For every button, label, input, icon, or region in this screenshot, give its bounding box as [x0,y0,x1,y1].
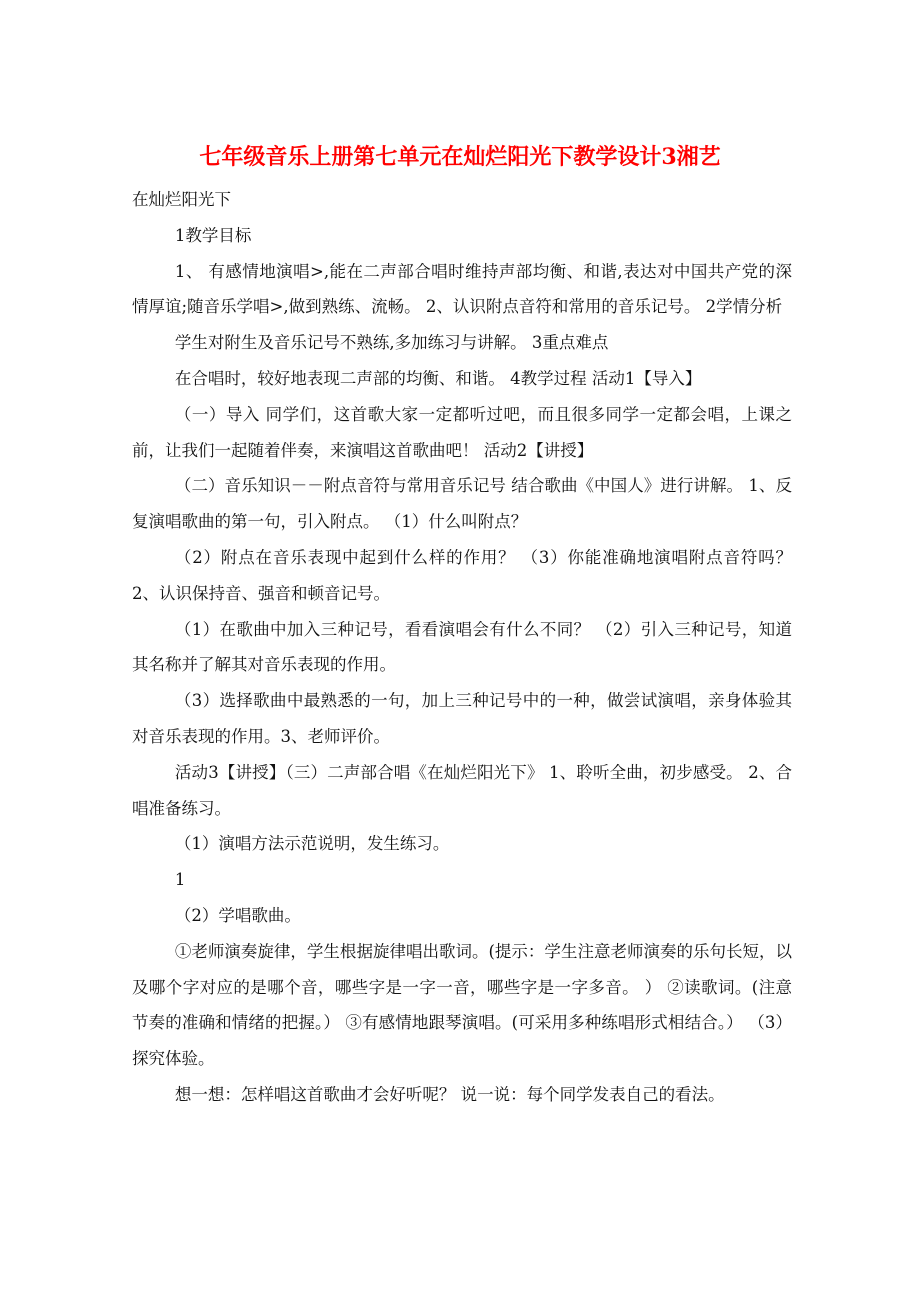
paragraph-learn-song: （2）学唱歌曲。 [174,905,301,925]
page-number: 1 [174,870,186,890]
document-subtitle: 在灿烂阳光下 [132,190,231,209]
paragraph-discussion: 想一想：怎样唱这首歌曲才会好听呢？ 说一说：每个同学发表自己的看法。 [174,1084,725,1104]
paragraph-teaching-goals: 1、 有感情地演唱>,能在二声部合唱时维持声部均衡、和谐,表达对中国共产党的深情厚谊;随音乐学唱>,做到熟练、流畅。 2、认识附点音符和常用的音乐记号。 2学情分析 [132,261,792,317]
paragraph-dotted-note-effect: （2）附点在音乐表现中起到什么样的作用？ （3）你能准确地演唱附点音符吗？ 2、认识保持音、强音和顿音记号。 [132,547,792,603]
paragraph-student-analysis: 学生对附生及音乐记号不熟练,多加练习与讲解。 3重点难点 [174,333,609,353]
document-title: 七年级音乐上册第七单元在灿烂阳光下教学设计3湘艺 [199,144,721,170]
paragraph-melody-practice: ①老师演奏旋律，学生根据旋律唱出歌词。(提示：学生注意老师演奏的乐句长短，以及哪个字对应的是哪个音，哪些字是一字一音，哪些字是一字多音。 ） ②读歌词。(注意节奏的准确和情绪的把握。） ③有感情地跟琴演唱。(可采用多种练唱形式相结合。） （3）探究体验。 [132,941,792,1069]
document-body [132,182,792,1113]
paragraph-vocal-method: （1）演唱方法示范说明，发生练习。 [174,834,450,854]
paragraph-key-points: 在合唱时，较好地表现二声部的均衡、和谐。 4教学过程 活动1【导入】 [174,368,702,388]
paragraph-music-knowledge: （二）音乐知识－－附点音符与常用音乐记号 结合歌曲《中国人》进行讲解。 1、反复演唱歌曲的第一句，引入附点。 （1）什么叫附点？ [132,476,792,532]
paragraph-introduction: （一）导入 同学们，这首歌大家一定都听过吧，而且很多同学一定都会唱，上课之前，让我们一起随着伴奏，来演唱这首歌曲吧！ 活动2【讲授】 [132,404,792,460]
paragraph-try-singing: （3）选择歌曲中最熟悉的一句，加上三种记号中的一种，做尝试演唱，亲身体验其对音乐表现的作用。3、老师评价。 [132,691,792,746]
paragraph-activity-3: 活动3【讲授】（三）二声部合唱《在灿烂阳光下》 1、聆听全曲，初步感受。 2、合唱准备练习。 [132,762,792,818]
paragraph-teaching-goals-heading: 1教学目标 [174,225,252,245]
paragraph-add-symbols: （1）在歌曲中加入三种记号，看看演唱会有什么不同？ （2）引入三种记号，知道其名称并了解其对音乐表现的作用。 [132,619,792,675]
